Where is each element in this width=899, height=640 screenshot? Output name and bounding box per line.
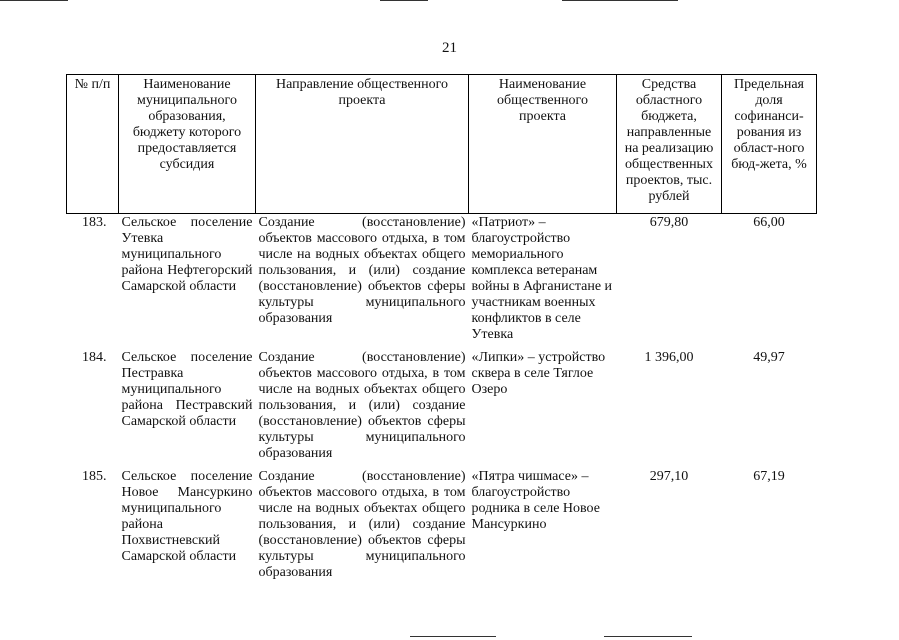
header-project-name: Наименование общественного проекта	[469, 75, 617, 214]
scan-line-top-mid	[380, 0, 428, 1]
row-project: «Липки» – устройство сквера в селе Тяглое Озеро	[471, 350, 606, 397]
page-number: 21	[442, 40, 457, 56]
row-funds: 1 396,00	[644, 350, 694, 365]
header-row	[67, 75, 817, 214]
table-row	[67, 349, 817, 468]
subsidy-table	[66, 74, 817, 587]
row-direction: Создание (восстановление) объектов массового отдыха, в том числе на водных объектах общего пользования, и (или) создание (восстановление) объектов сферы культуры муниципального образования	[258, 469, 466, 580]
header-direction: Направление общественного проекта	[256, 75, 469, 214]
row-direction: Создание (восстановление) объектов массового отдыха, в том числе на водных объектах общего пользования, и (или) создание (восстановление) объектов сферы культуры муниципального образования	[258, 215, 466, 326]
header-funds: Средства областного бюджета, направленные на реализацию общественных проектов, тыс. рублей	[617, 75, 722, 214]
row-direction: Создание (восстановление) объектов массового отдыха, в том числе на водных объектах общего пользования, и (или) создание (восстановление) объектов сферы культуры муниципального образования	[258, 350, 466, 461]
row-number: 185.	[82, 469, 107, 484]
row-municipality: Сельское поселение Утевка муниципального района Нефтегорский Самарской области	[121, 215, 253, 294]
row-number: 183.	[82, 215, 107, 230]
row-municipality: Сельское поселение Пестравка муниципального района Пестравский Самарской области	[121, 350, 253, 429]
scan-line-top-left	[0, 0, 68, 1]
header-number: № п/п	[67, 75, 119, 214]
row-funds: 679,80	[649, 215, 689, 230]
header-share: Предельная доля софинанси-рования из област-ного бюд-жета, %	[722, 75, 817, 214]
row-project: «Пятра чишмасе» – благоустройство родника в селе Новое Мансуркино	[471, 469, 600, 532]
table-body	[67, 214, 817, 588]
scan-line-top-right	[562, 0, 678, 1]
row-number: 184.	[82, 350, 107, 365]
scan-line-bottom-left	[410, 636, 496, 637]
scan-line-bottom-right	[604, 636, 692, 637]
row-project: «Патриот» – благоустройство мемориального комплекса ветеранам войны в Афганистане и участникам военных конфликтов в селе Утевка	[471, 215, 613, 342]
table-header	[67, 75, 817, 214]
row-municipality: Сельское поселение Новое Мансуркино муниципального района Похвистневский Самарской области	[121, 469, 253, 564]
table-row	[67, 214, 817, 350]
row-share: 66,00	[753, 215, 785, 230]
table-row	[67, 468, 817, 587]
row-share: 67,19	[753, 469, 785, 484]
header-municipality: Наименование муниципального образования, бюджету которого предоставляется субсидия	[119, 75, 256, 214]
row-funds: 297,10	[649, 469, 689, 484]
row-share: 49,97	[753, 350, 785, 365]
